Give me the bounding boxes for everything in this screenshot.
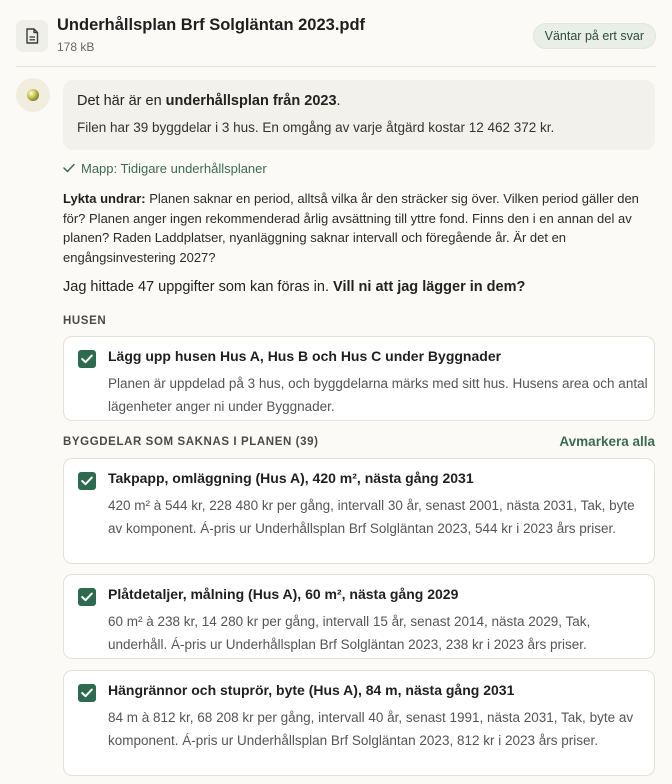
summary-details: Filen har 39 byggdelar i 3 hus. En omgång av varje åtgärd kostar 12 462 372 kr. [77,120,555,135]
found-text: Jag hittade 47 uppgifter som kan föras in. [63,279,334,295]
summary-box [63,80,655,150]
found-question: Vill ni att jag lägger in dem? [333,279,526,295]
component-item-card[interactable] [63,458,655,564]
component-item-title: Takpapp, omläggning (Hus A), 420 m², nästa gång 2031 [108,470,474,486]
house-item-title: Lägg upp husen Hus A, Hus B och Hus C under Byggnader [108,348,502,364]
question-text: Planen saknar en period, alltså vilka år den sträcker sig över. Vilken period gäller den för? Planen anger ingen rekommenderad årlig avsättning till yttre fond. Finns den i en annan del av planen? Raden Laddplatser, nyanläggning saknar intervall och föregående år. Är det en engångsinvestering 2027? [63,191,639,265]
component-item-description: 420 m² à 544 kr, 228 480 kr per gång, intervall 30 år, senast 2001, nästa 2031, Tak, byte av komponent. Á-pris ur Underhållsplan Brf Solgläntan 2023, 544 kr i 2023 års priser. [108,498,635,536]
component-item-title: Hängrännor och stuprör, byte (Hus A), 84 m, nästa gång 2031 [108,682,515,698]
assistant-avatar [16,78,50,112]
file-size: 178 kB [57,40,95,54]
lantern-orb-icon [27,89,39,101]
file-header [16,16,656,60]
component-item-description: 60 m² à 238 kr, 14 280 kr per gång, intervall 15 år, senast 2014, nästa 2029, Tak, underhåll. Á-pris ur Underhållsplan Brf Solgläntan 2023, 238 kr i 2023 års priser. [108,614,591,652]
summary-prefix: Det här är en [77,93,166,109]
file-name[interactable]: Underhållsplan Brf Solgläntan 2023.pdf [57,16,366,34]
component-item-description: 84 m à 812 kr, 68 208 kr per gång, intervall 40 år, senast 1991, nästa 2031, Tak, byte av komponent. Á-pris ur Underhållsplan Brf Solgläntan 2023, 812 kr i 2023 års priser. [108,710,634,748]
component-item-checkbox[interactable] [78,684,96,702]
summary-headline [77,92,641,110]
component-item-title: Plåtdetaljer, målning (Hus A), 60 m², nästa gång 2029 [108,586,459,602]
header-divider [16,66,656,67]
summary-suffix: . [336,93,341,109]
component-item-checkbox[interactable] [78,472,96,490]
house-item-description: Planen är uppdelad på 3 hus, och byggdelarna märks med sitt hus. Husens area och antal lägenheter anger ni under Byggnader. [108,376,648,414]
summary-bold: underhållsplan från 2023 [165,93,337,109]
document-icon [16,20,48,52]
component-item-card[interactable] [63,670,655,776]
check-icon [63,161,75,176]
folder-row[interactable] [63,161,267,176]
house-item-card[interactable] [63,336,655,421]
folder-label: Mapp: Tidigare underhållsplaner [81,161,267,176]
house-item-checkbox[interactable] [78,350,96,368]
section-title-components: BYGGDELAR SOM SAKNAS I PLANEN (39) [63,436,319,448]
component-item-checkbox[interactable] [78,588,96,606]
deselect-all-button[interactable]: Avmarkera alla [559,434,655,449]
found-summary [63,279,525,295]
question-prefix: Lykta undrar: [63,191,146,206]
section-title-houses: HUSEN [63,315,107,327]
component-item-card[interactable] [63,574,655,659]
assistant-question [63,189,657,267]
status-badge: Väntar på ert svar [533,23,656,49]
